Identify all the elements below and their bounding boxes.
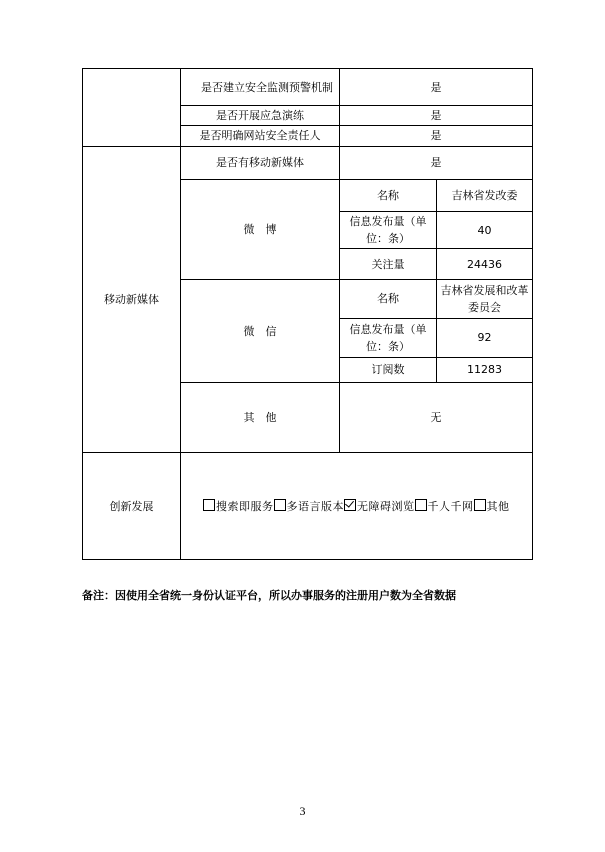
footnote: 备注：因使用全省统一身份认证平台，所以办事服务的注册用户数为全省数据 xyxy=(82,589,456,602)
innovation-section-label: 创新发展 xyxy=(83,453,181,560)
has-mobile-media-label: 是否有移动新媒体 xyxy=(181,146,340,179)
security-officer-value: 是 xyxy=(340,125,533,146)
security-section-cell xyxy=(83,69,181,147)
security-monitor-label: 是否建立安全监测预警机制 xyxy=(181,69,340,106)
checkbox-icon xyxy=(474,499,486,511)
wechat-count-value: 92 xyxy=(437,318,533,357)
weibo-follow-label: 关注量 xyxy=(340,249,437,280)
innovation-options xyxy=(181,453,533,560)
option-accessibility: 无障碍浏览 xyxy=(344,500,415,513)
checkbox-icon xyxy=(203,499,215,511)
wechat-count-label: 信息发布量（单位：条） xyxy=(340,318,437,357)
weibo-count-value: 40 xyxy=(437,211,533,248)
weibo-name-label: 名称 xyxy=(340,179,437,211)
weibo-name-value: 吉林省发改委 xyxy=(437,179,533,211)
other-media-value: 无 xyxy=(340,382,533,452)
option-multilingual: 多语言版本 xyxy=(274,500,345,513)
wechat-sub-label: 订阅数 xyxy=(340,357,437,382)
emergency-drill-value: 是 xyxy=(340,106,533,126)
weibo-label: 微 博 xyxy=(181,179,340,279)
option-other: 其他 xyxy=(474,500,510,513)
security-officer-label: 是否明确网站安全责任人 xyxy=(181,125,340,146)
option-personalized: 千人千网 xyxy=(415,500,474,513)
report-table xyxy=(82,68,533,560)
wechat-sub-value: 11283 xyxy=(437,357,533,382)
option-search-service: 搜索即服务 xyxy=(203,500,274,513)
checkbox-icon xyxy=(274,499,286,511)
page-number: 3 xyxy=(299,804,306,818)
checked-checkbox-icon xyxy=(344,499,356,511)
checkbox-icon xyxy=(415,499,427,511)
emergency-drill-label: 是否开展应急演练 xyxy=(181,106,340,126)
weibo-count-label: 信息发布量（单位：条） xyxy=(340,211,437,248)
mobile-media-section-label: 移动新媒体 xyxy=(83,146,181,453)
wechat-name-value: 吉林省发展和改革委员会 xyxy=(437,280,533,318)
weibo-follow-value: 24436 xyxy=(437,249,533,280)
security-monitor-value: 是 xyxy=(340,69,533,106)
has-mobile-media-value: 是 xyxy=(340,146,533,179)
wechat-label: 微 信 xyxy=(181,280,340,383)
wechat-name-label: 名称 xyxy=(340,280,437,318)
other-media-label: 其 他 xyxy=(181,382,340,452)
